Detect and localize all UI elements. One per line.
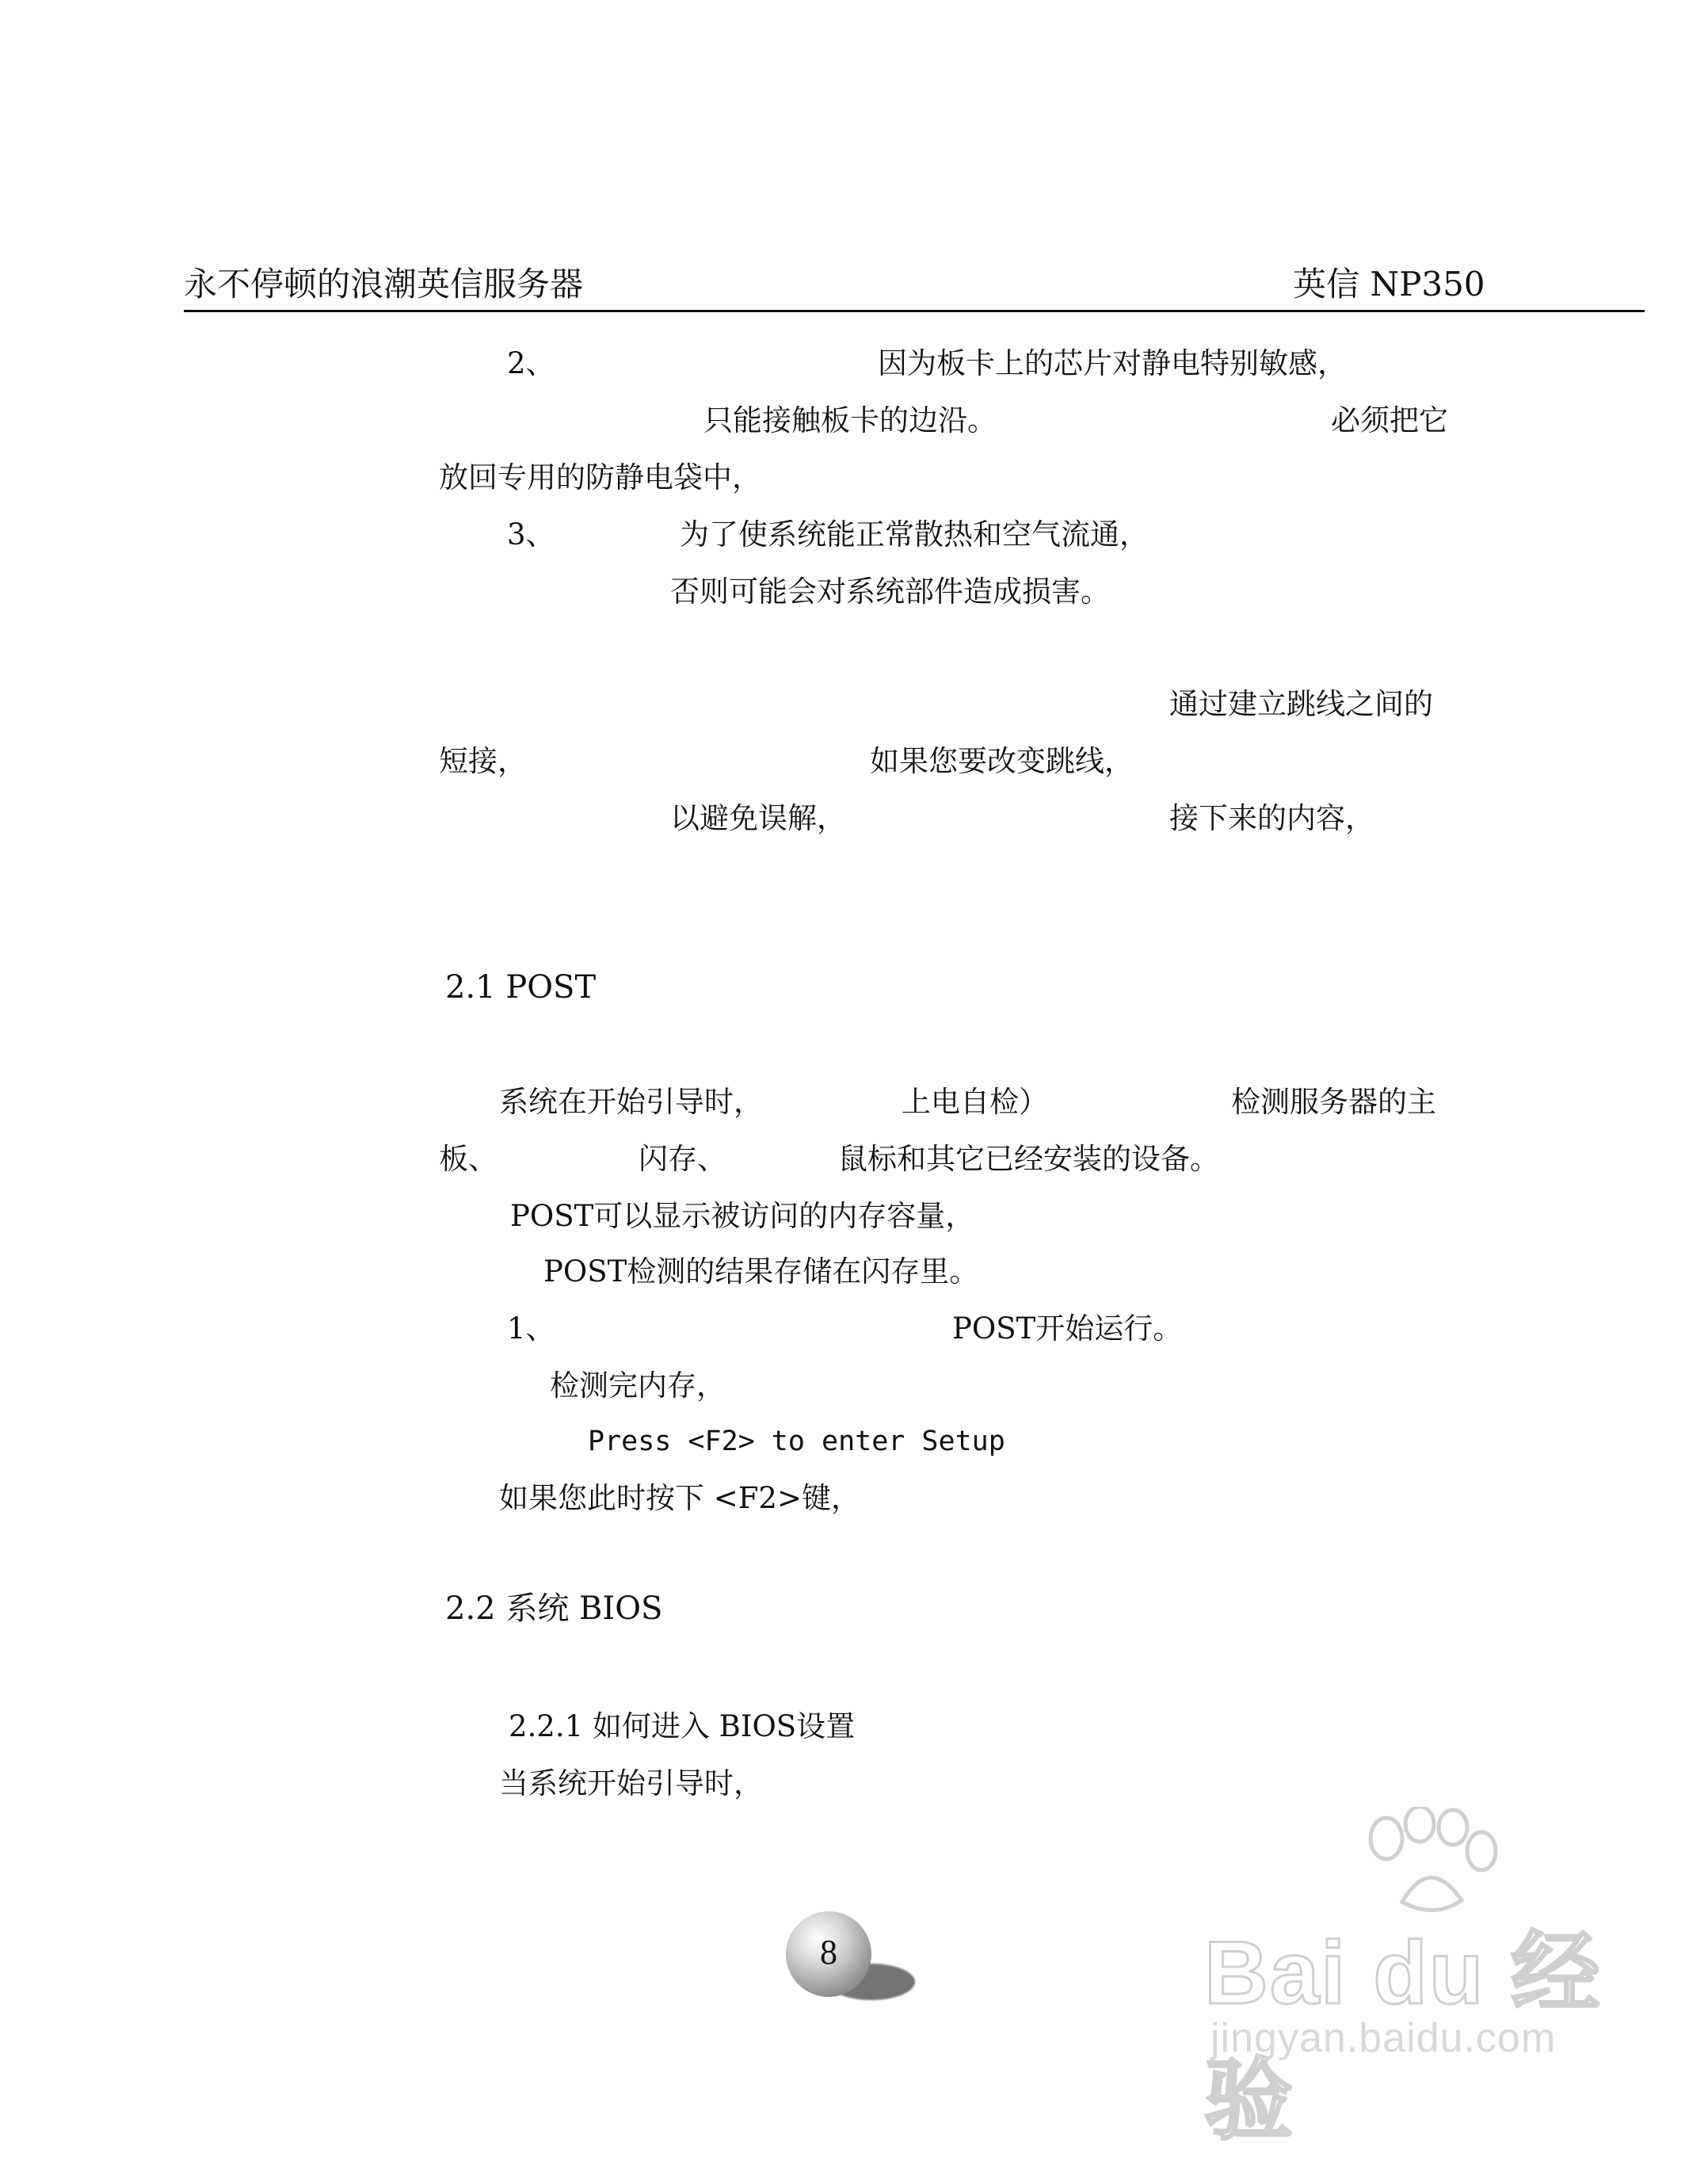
item-number-2: 2、 [507, 346, 555, 380]
body-text: 必须把它 [1331, 403, 1448, 437]
body-text: 为了使系统能正常散热和空气流通， [680, 517, 1149, 552]
page-number: 8 [820, 1933, 837, 1972]
page-number-badge [784, 1908, 911, 2003]
item-number-1: 1、 [507, 1311, 555, 1346]
body-text: POST可以显示被访问的内存容量， [510, 1199, 975, 1233]
body-text: 只能接触板卡的边沿。 [703, 403, 997, 437]
section-heading-post: 2.1 POST [445, 969, 597, 1006]
body-text: 当系统开始引导时， [499, 1766, 763, 1800]
header-rule [184, 310, 1645, 312]
body-text: POST开始运行。 [952, 1311, 1183, 1346]
body-text: 通过建立跳线之间的 [1169, 687, 1433, 721]
header-right-title: 英信 NP350 [1293, 265, 1485, 304]
section-heading-bios: 2.2 系统 BIOS [445, 1590, 663, 1627]
body-text: POST检测的结果存储在闪存里。 [543, 1254, 979, 1288]
body-text: 闪存、 [639, 1142, 726, 1176]
body-text: 检测完内存， [550, 1369, 726, 1403]
watermark-brand: Bai du 经验 [1204, 1923, 1602, 2150]
body-text: 如果您此时按下 <F2>键， [499, 1481, 860, 1515]
body-text: 因为板卡上的芯片对静电特别敏感， [878, 346, 1347, 380]
header-left-title: 永不停顿的浪潮英信服务器 [184, 265, 584, 304]
body-text: 系统在开始引导时， [499, 1085, 763, 1119]
item-number-3: 3、 [507, 517, 555, 552]
screen-prompt-text: Press <F2> to enter Setup [588, 1426, 1005, 1457]
body-text: 放回专用的防静电袋中， [439, 460, 761, 494]
subsection-heading: 2.2.1 如何进入 BIOS设置 [509, 1709, 856, 1743]
body-text: 接下来的内容， [1169, 801, 1374, 835]
body-text: 检测服务器的主 [1231, 1085, 1436, 1119]
body-text: 上电自检） [902, 1085, 1048, 1119]
body-text: 以避免误解， [670, 801, 846, 835]
watermark-url: jingyan.baidu.com [1210, 2015, 1557, 2061]
body-text: 鼠标和其它已经安装的设备。 [838, 1142, 1219, 1176]
body-text: 短接， [439, 744, 527, 778]
body-text: 如果您要改变跳线， [870, 744, 1134, 778]
body-text: 否则可能会对系统部件造成损害。 [670, 575, 1110, 609]
watermark [1204, 1807, 1664, 2150]
body-text: 板、 [439, 1142, 498, 1176]
